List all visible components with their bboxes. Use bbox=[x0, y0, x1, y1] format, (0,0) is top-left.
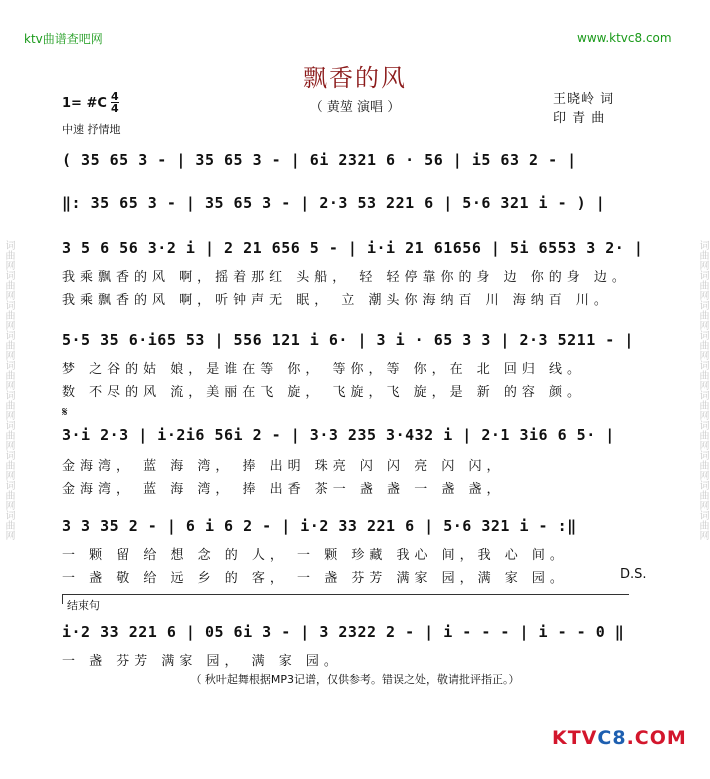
score-line-4-lyric-verse1: 梦 之谷的姑 娘，是谁在等 你， 等你，等 你，在 北 回归 线。 bbox=[62, 362, 586, 377]
ending-bracket bbox=[62, 594, 629, 604]
site-name-left[interactable]: ktv曲谱查吧网 bbox=[24, 32, 103, 46]
site-logo[interactable] bbox=[552, 727, 687, 749]
score-line-3-lyric-verse1: 我乘飘香的风 啊，摇着那红 头船， 轻 轻停靠你的身 边 你的身 边。 bbox=[62, 270, 630, 285]
transcription-note: （ 秋叶起舞根据MP3记谱，仅供参考。错误之处，敬请批评指正。） bbox=[190, 673, 520, 686]
score-line-3-lyric-verse2: 我乘飘香的风 啊，听钟声无 眠， 立 潮头你海纳百 川 海纳百 川。 bbox=[62, 293, 612, 308]
ending-label: 结束句 bbox=[67, 599, 100, 612]
singer-credit: （ 黄堃 演唱 ） bbox=[309, 100, 401, 115]
site-url-right[interactable]: www.ktvc8.com bbox=[577, 31, 672, 45]
score-line-7-notes: i·2 33 221 6 | 05 6i 3 - | 3 2322 2 - | i - - - | i - - 0 ‖ bbox=[62, 623, 625, 641]
dal-segno-mark: D.S. bbox=[620, 567, 647, 582]
side-watermark-left: 词曲网词曲网词曲网词曲网词曲网词曲网词曲网词曲网词曲网词曲网 bbox=[3, 239, 14, 540]
logo-part-c8: C8 bbox=[597, 727, 627, 749]
score-line-2-notes: ‖: 35 65 3 - | 35 65 3 - | 2·3 53 221 6 | 5·6 321 i - ) | bbox=[62, 194, 606, 212]
score-line-5-lyric-verse2: 金海湾， 蓝 海 湾， 捧 出香 茶一 盏 盏 一 盏 盏， bbox=[62, 482, 505, 497]
segno-symbol: 𝄋 bbox=[62, 405, 68, 420]
tempo-marking: 中速 抒情地 bbox=[62, 123, 121, 136]
score-line-6-notes: 3 3 35 2 - | 6 i 6 2 - | i·2 33 221 6 | 5·6 321 i - :‖ bbox=[62, 517, 577, 535]
score-line-4-lyric-verse2: 数 不尽的风 流，美丽在飞 旋， 飞旋，飞 旋，是 新 的容 颜。 bbox=[62, 385, 586, 400]
time-signature-numerator: 4 bbox=[111, 90, 119, 103]
composer-credit: 印 青 曲 bbox=[553, 111, 606, 126]
score-line-7-lyric: 一 盏 芬芳 满家 园， 满 家 园。 bbox=[62, 654, 342, 669]
logo-part-com: .COM bbox=[626, 727, 687, 749]
score-line-6-lyric-verse2: 一 盏 敬 给 远 乡 的 客， 一 盏 芬芳 满家 园，满 家 园。 bbox=[62, 571, 568, 586]
key-signature: 1= #C bbox=[62, 96, 107, 111]
time-signature bbox=[111, 91, 119, 114]
score-line-6-lyric-verse1: 一 颗 留 给 想 念 的 人， 一 颗 珍藏 我心 间，我 心 间。 bbox=[62, 548, 568, 563]
score-line-4-notes: 5·5 35 6·i65 53 | 556 121 i 6· | 3 i · 65 3 3 | 2·3 5211 - | bbox=[62, 331, 634, 349]
time-signature-denominator: 4 bbox=[111, 102, 119, 115]
logo-part-ktv: KTV bbox=[552, 727, 598, 749]
lyricist-credit: 王晓岭 词 bbox=[553, 92, 615, 107]
score-line-5-notes: 3·i 2·3 | i·2i6 56i 2 - | 3·3 235 3·432 i | 2·1 3i6 6 5· | bbox=[62, 426, 615, 444]
score-line-1-notes: ( 35 65 3 - | 35 65 3 - | 6i 2321 6 · 56 | i5 63 2 - | bbox=[62, 151, 577, 169]
score-line-5-lyric-verse1: 金海湾， 蓝 海 湾， 捧 出明 珠亮 闪 闪 亮 闪 闪， bbox=[62, 459, 505, 474]
side-watermark-right: 词曲网词曲网词曲网词曲网词曲网词曲网词曲网词曲网词曲网词曲网 bbox=[697, 239, 708, 540]
song-title: 飘香的风 bbox=[303, 64, 407, 92]
score-line-3-notes: 3 5 6 56 3·2 i | 2 21 656 5 - | i·i 21 61656 | 5i 6553 3 2· | bbox=[62, 239, 644, 257]
